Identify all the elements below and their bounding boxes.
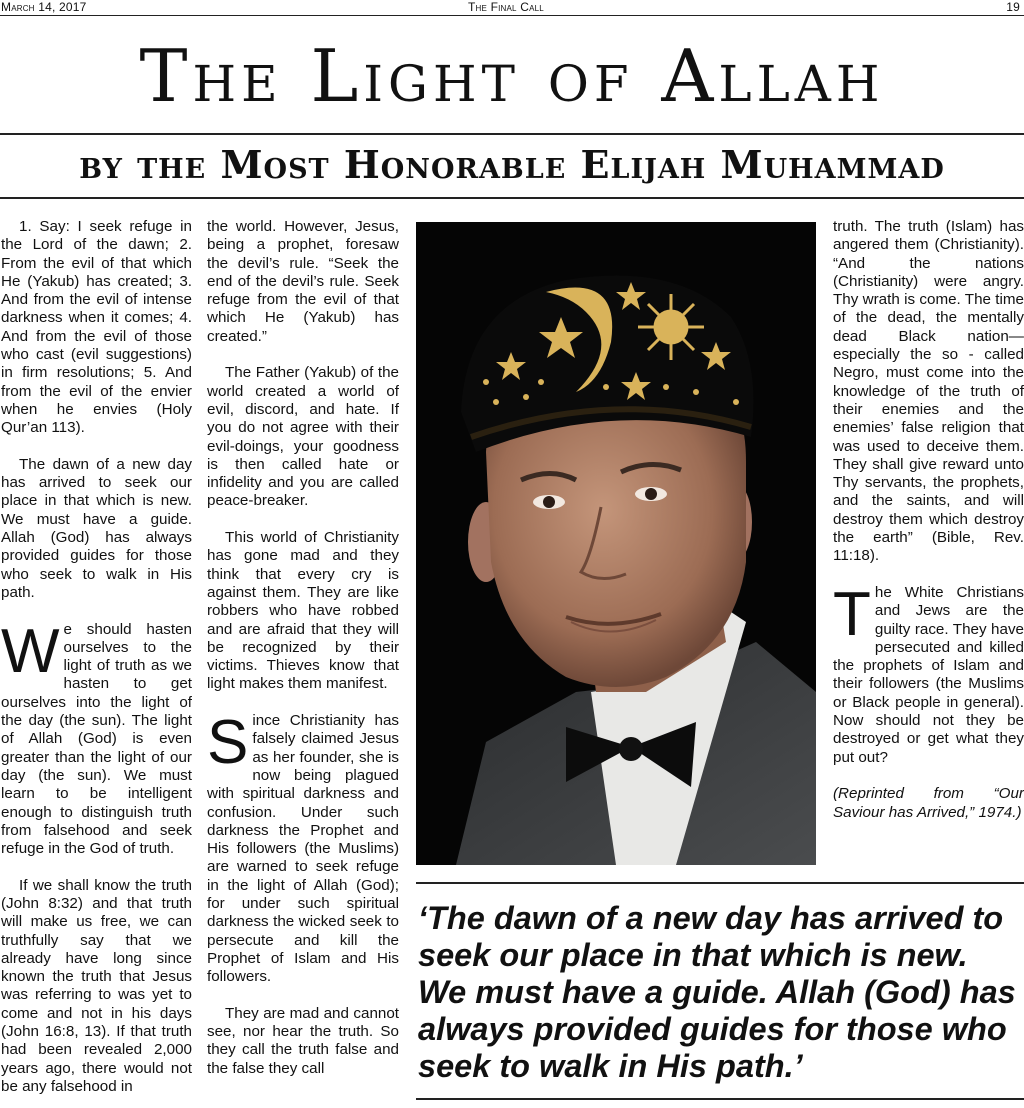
title-rule [0, 133, 1024, 135]
paragraph: 1. Say: I seek refuge in the Lord of the dawn; 2. From the evil of that which He (Yakub) has created; 3. And from the evil of intense darkness when it comes; 4. And from the evil of those who cast (evil suggestions) in firm resolutions; 5. And from the evil of the envier when he envies (Holy Qur’an 113). [1, 218, 192, 437]
paragraph [1, 616, 192, 859]
paragraph: truth. The truth (Islam) has angered them (Christianity). “And the nations (Christianity) were angry. Thy wrath is come. The time of the dead, the mentally dead Black nation—especially the so - called Negro, must come into the knowledge of the truth of their enemies and the enemies’ false religion that was used to deceive them. They shall give reward unto Thy servants, the prophets, and the saints, and will destroy them which destroy the earth” (Bible, Rev. 11:18). [833, 218, 1024, 565]
running-head [0, 0, 1024, 15]
paragraph [207, 708, 399, 986]
pull-quote-top-rule [416, 882, 1024, 884]
paragraph-text: ince Christianity has falsely claimed Jesus as her founder, she is now being plagued with spiritual darkness and confusion. Under such darkness the Prophet and His followers (the Muslims) are warned to seek refuge in the light of Allah (God); for under such spiritual darkness the wicked seek to persecute and kill the Prophet of Islam and His followers. [207, 712, 399, 986]
article-title: The Light of Allah [139, 34, 885, 118]
pull-quote: ‘The dawn of a new day has arrived to seek our place in that which is new. We must have a guide. Allah (God) has always provided guides for those who seek to walk in His path.’ [418, 900, 1016, 1084]
portrait-illustration [416, 222, 816, 865]
drop-cap: T [833, 579, 871, 649]
paragraph: The Father (Yakub) of the world created a world of evil, discord, and hate. If you do not agree with their evil-doings, your goodness is then called hate or infidelity and you are called peace-breaker. [207, 364, 399, 510]
article-column-1 [1, 218, 192, 1108]
article-column-2 [207, 218, 399, 1096]
issue-date: March 14, 2017 [1, 0, 87, 14]
article-byline: by the Most Honorable Elijah Muhammad [79, 142, 945, 187]
paragraph: the world. However, Jesus, being a prophet, foresaw the devil’s rule. “Seek the end of the devil’s rule. Seek refuge from the evil of that which He (Yakub) has created.” [207, 218, 399, 345]
paragraph [833, 579, 1024, 767]
header-rule [0, 15, 1024, 16]
paragraph-text: he White Christians and Jews are the guilty race. They have persecuted and killed the prophets of Islam and their followers (the Muslims or Black people in general). Now should not they be destroyed or get what they put out? [833, 583, 1024, 766]
page-number: 19 [1006, 0, 1020, 14]
paragraph: The dawn of a new day has arrived to seek our place in that which is new. We must have a guide. Allah (God) has always provided guides for those who seek to walk in His path. [1, 455, 192, 601]
byline-rule [0, 197, 1024, 199]
paragraph: This world of Christianity has gone mad and they think that every cry is against them. They are like robbers who have robbed and are afraid that they will be recognized by their victims. Thieves know that light makes them manifest. [207, 529, 399, 693]
article-column-3 [833, 218, 1024, 840]
reprint-credit: (Reprinted from “Our Saviour has Arrived,” 1974.) [833, 785, 1024, 821]
paragraph: If we shall know the truth (John 8:32) and that truth will make us free, we can truthfully say that we already have long since known the truth that Jesus was referring to was yet to come and not in his days (John 16:8, 13). If that truth had been revealed 2,000 years ago, there would not be any falsehood in [1, 876, 192, 1095]
paragraph-text: e should hasten ourselves to the light of truth as we hasten to get ourselves into the light of the day (the sun). The light of Allah (God) is even greater than the light of our day (the sun). We must learn to be intelligent enough to distinguish truth from falsehood and seek refuge in the God of truth. [1, 620, 192, 858]
paragraph: They are mad and cannot see, nor hear the truth. So they call the truth false and the false they call [207, 1004, 399, 1077]
publication-name: The Final Call [468, 0, 544, 14]
portrait-photo [416, 222, 816, 865]
drop-cap: S [207, 708, 249, 778]
pull-quote-bottom-rule [416, 1098, 1024, 1100]
drop-cap: W [1, 616, 60, 686]
